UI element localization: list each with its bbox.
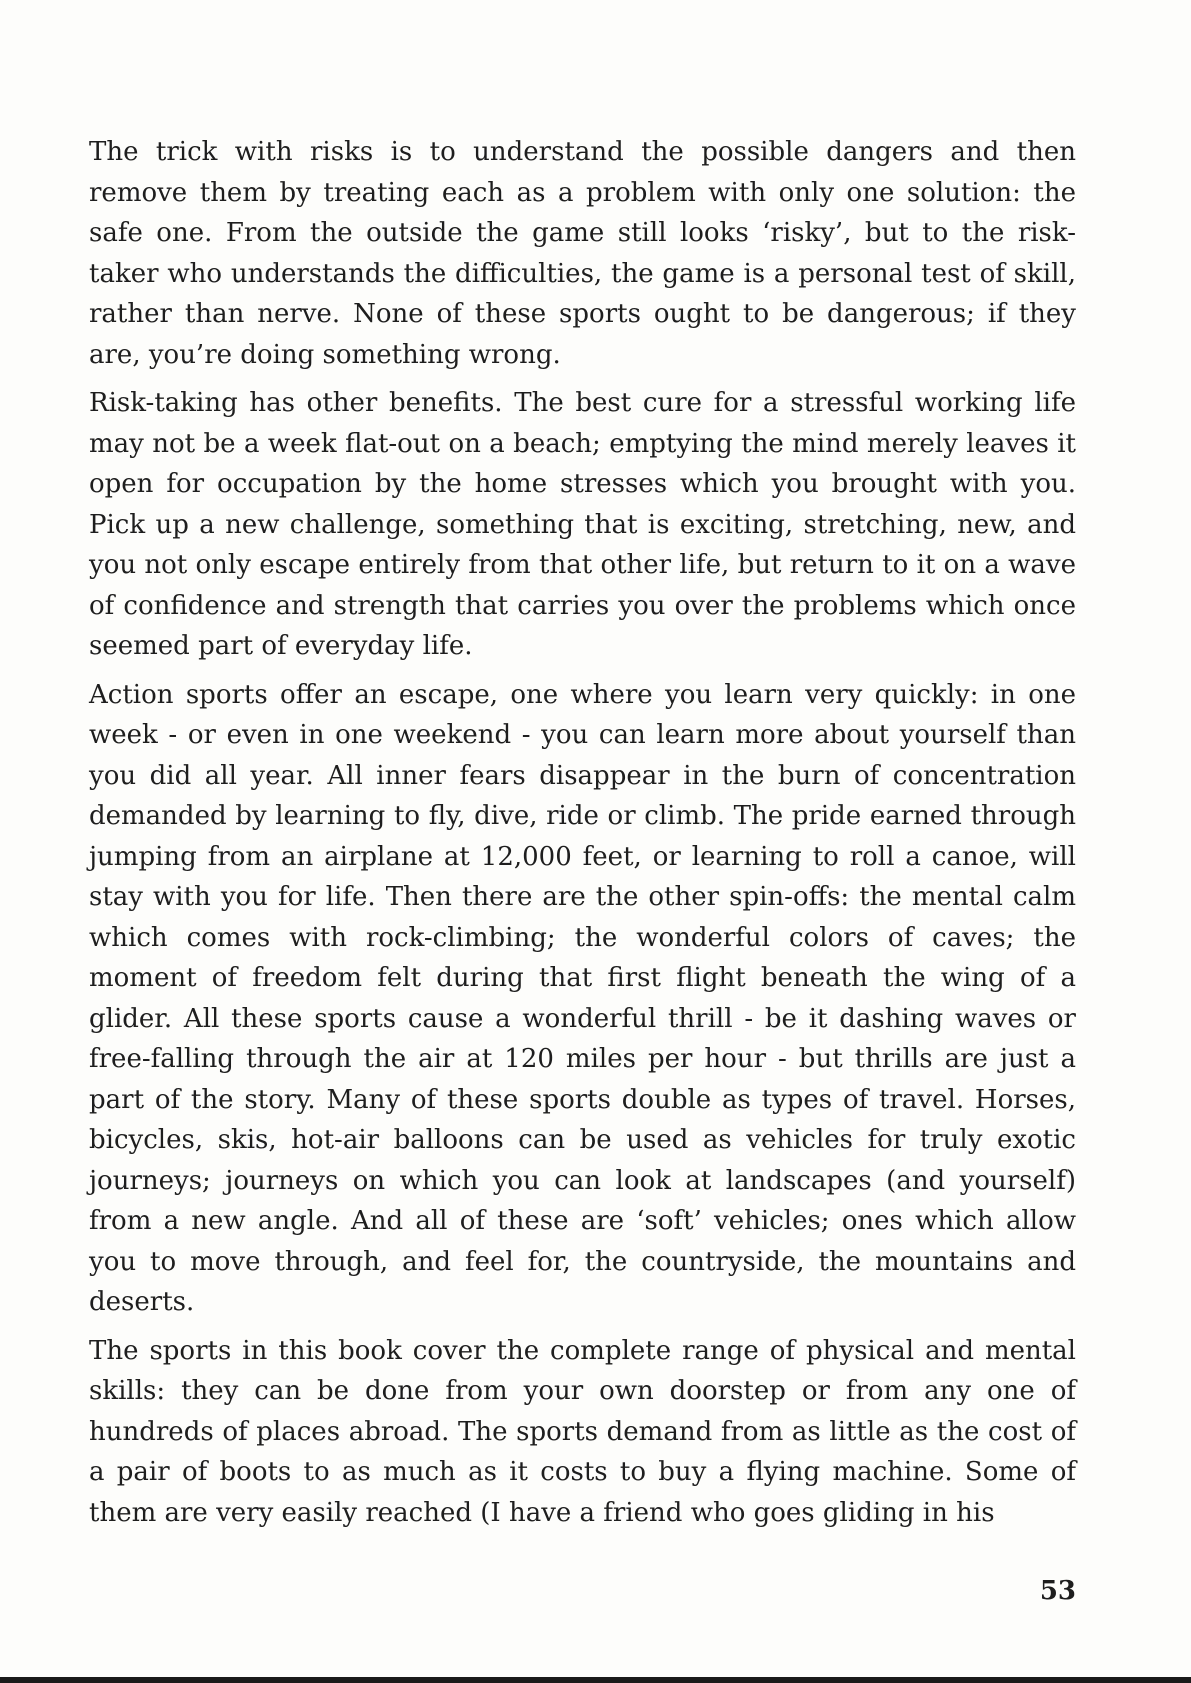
body-text xyxy=(89,132,1076,1541)
paragraph-action-sports: Action sports offer an escape, one where you learn very quickly: in one week - or even in one weekend - you can learn more about yourself than you did all year. All inner fears disappear in the burn of concentration demanded by learning to fly, dive, ride or climb. The pride earned through jumping from an airplane at 12,000 feet, or learning to roll a canoe, will stay with you for life. Then there are the other spin-offs: the mental calm which comes with rock-climbing; the wonderful colors of caves; the moment of freedom felt during that first flight beneath the wing of a glider. All these sports cause a wonderful thrill - be it dashing waves or free-falling through the air at 120 miles per hour - but thrills are just a part of the story. Many of these sports double as types of travel. Horses, bicycles, skis, hot-air balloons can be used as vehicles for truly exotic journeys; journeys on which you can look at landscapes (and yourself) from a new angle. And all of these are ‘soft’ vehicles; ones which allow you to move through, and feel for, the countryside, the mountains and deserts. xyxy=(89,679,1076,1317)
paragraph-risk-benefits: Risk-taking has other benefits. The best cure for a stressful working life may not be a week flat-out on a beach; emptying the mind merely leaves it open for occupation by the home stresses which you brought with you. Pick up a new challenge, something that is exciting, stretching, new, and you not only escape entirely from that other life, but return to it on a wave of confidence and strength that carries you over the problems which once seemed part of everyday life. xyxy=(89,388,1076,661)
paragraph-risk-trick: The trick with risks is to understand the possible dangers and then remove them by treating each as a problem with only one solution: the safe one. From the outside the game still looks ‘risky’, but to the risk-taker who understands the difficulties, the game is a personal test of skill, rather than nerve. None of these sports ought to be dangerous; if they are, you’re doing something wrong. xyxy=(89,137,1076,370)
page-number: 53 xyxy=(1039,1576,1076,1606)
scan-edge-band xyxy=(0,1677,1191,1683)
paragraph-sports-range: The sports in this book cover the complete range of physical and mental skills: they can be done from your own doorstep or from any one of hundreds of places abroad. The sports demand from as little as the cost of a pair of boots to as much as it costs to buy a flying machine. Some of them are very easily reached (I have a friend who goes gliding in his xyxy=(89,1335,1076,1528)
